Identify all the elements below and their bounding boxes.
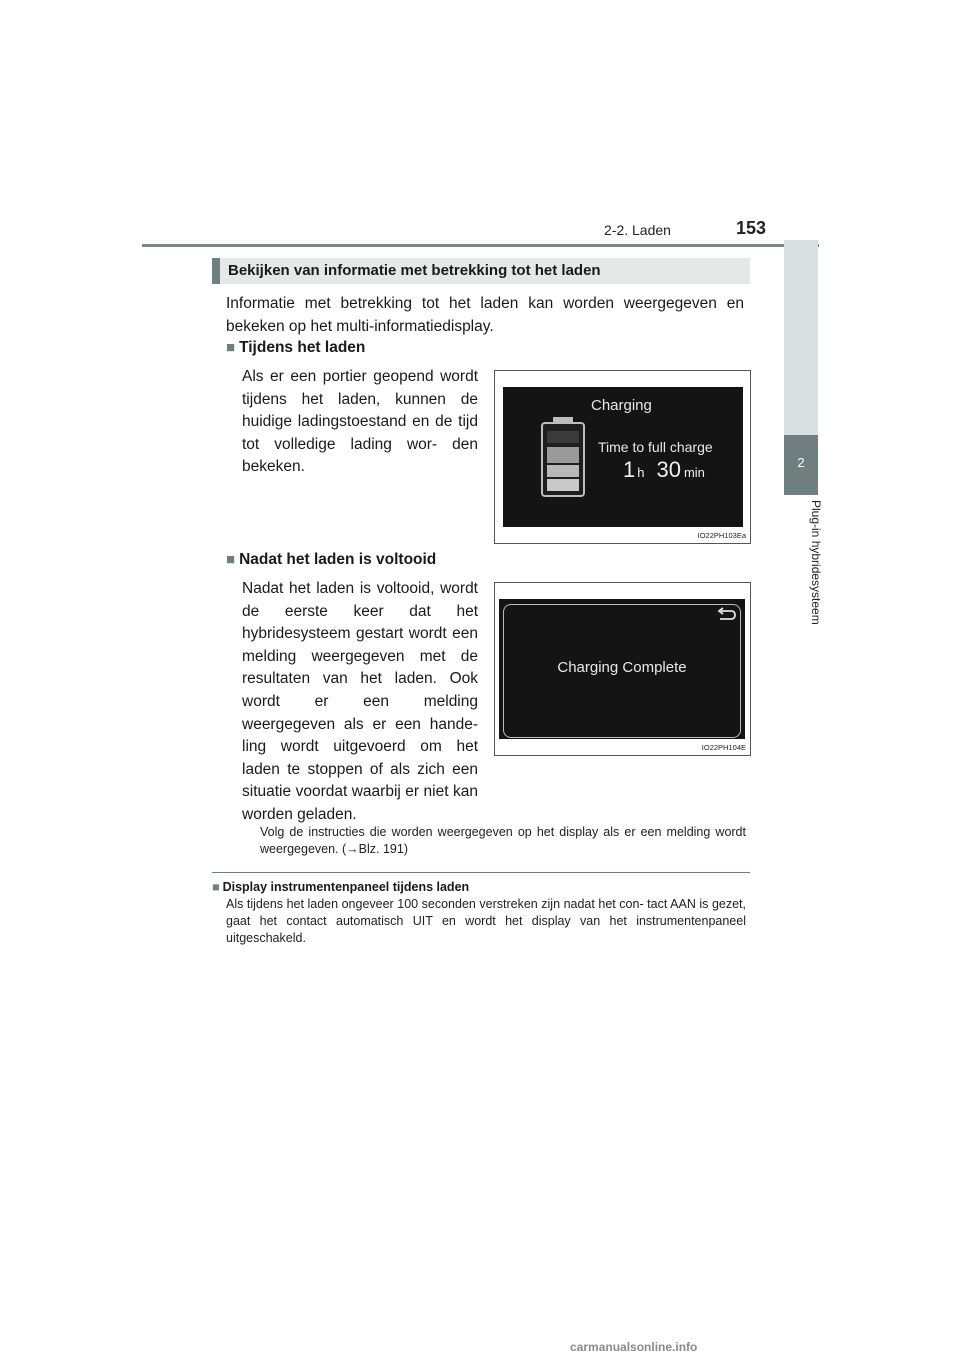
time-remaining bbox=[623, 457, 705, 483]
subsection-body-charging: Als er een portier geopend wordt tijdens het laden, kunnen de huidige ladingstoestand en de tijd tot volledige lading wor- den bekeken. bbox=[242, 368, 478, 476]
display-screen bbox=[503, 387, 743, 527]
time-to-full-label: Time to full charge bbox=[598, 439, 713, 455]
subsection-heading-text: Tijdens het laden bbox=[239, 339, 366, 356]
chapter-title: Plug-in hybridesysteem bbox=[809, 500, 823, 625]
minutes-unit: min bbox=[683, 465, 705, 480]
section-intro: Informatie met betrekking tot het laden kan worden weergegeven en bekeken op het multi-informatiedisplay. bbox=[226, 295, 744, 335]
section-heading-marker bbox=[212, 258, 220, 284]
info-separator bbox=[212, 872, 750, 873]
back-arrow-icon bbox=[717, 607, 737, 623]
info-heading bbox=[212, 880, 469, 894]
page-number: 153 bbox=[736, 218, 767, 238]
instruction-note: Volg de instructies die worden weergegeven op het display als er een melding wordt weergegeven. (→Blz. 191) bbox=[260, 825, 746, 856]
square-bullet-icon: ■ bbox=[226, 551, 236, 568]
section-title: Bekijken van informatie met betrekking tot het laden bbox=[228, 262, 601, 279]
watermark: carmanualsonline.info bbox=[570, 1340, 698, 1354]
subsection-heading-complete bbox=[226, 551, 436, 569]
info-body: Als tijdens het laden ongeveer 100 seconden verstreken zijn nadat het con- tact AAN is gezet, gaat het contact automatisch UIT en wordt het display van het instrumentenpaneel uitgeschakeld. bbox=[226, 897, 746, 945]
hours-unit: h bbox=[637, 465, 645, 480]
subsection-heading-text: Nadat het laden is voltooid bbox=[239, 551, 437, 568]
figure-charging-display bbox=[494, 370, 751, 544]
minutes-value: 30 bbox=[656, 457, 681, 482]
charging-complete-message: Charging Complete bbox=[557, 659, 687, 676]
chapter-number: 2 bbox=[797, 455, 805, 470]
subsection-body-complete: Nadat het laden is voltooid, wordt de eerste keer dat het hybridesysteem gestart wordt een melding weergegeven met de resultaten van het laden. Ook wordt er een melding weergegeven als er een hande- ling wordt uitgevoerd om het laden te stoppen of als zich een situatie voordat waarbij er niet kan worden geladen. bbox=[242, 580, 478, 823]
display-screen bbox=[499, 599, 745, 739]
battery-icon bbox=[539, 417, 587, 497]
square-bullet-icon: ■ bbox=[212, 880, 220, 894]
charging-title: Charging bbox=[591, 397, 652, 414]
hours-value: 1 bbox=[623, 457, 636, 482]
figure-code: IO22PH104E bbox=[701, 743, 746, 752]
info-heading-text: Display instrumentenpaneel tijdens laden bbox=[222, 880, 470, 894]
figure-complete-display bbox=[494, 582, 751, 756]
subsection-heading-charging bbox=[226, 339, 365, 357]
header-rule bbox=[142, 244, 819, 247]
running-header-section: 2-2. Laden bbox=[604, 222, 671, 238]
figure-code: IO22PH103Ea bbox=[697, 531, 746, 540]
square-bullet-icon: ■ bbox=[226, 339, 236, 356]
chapter-tab-track bbox=[784, 240, 818, 435]
